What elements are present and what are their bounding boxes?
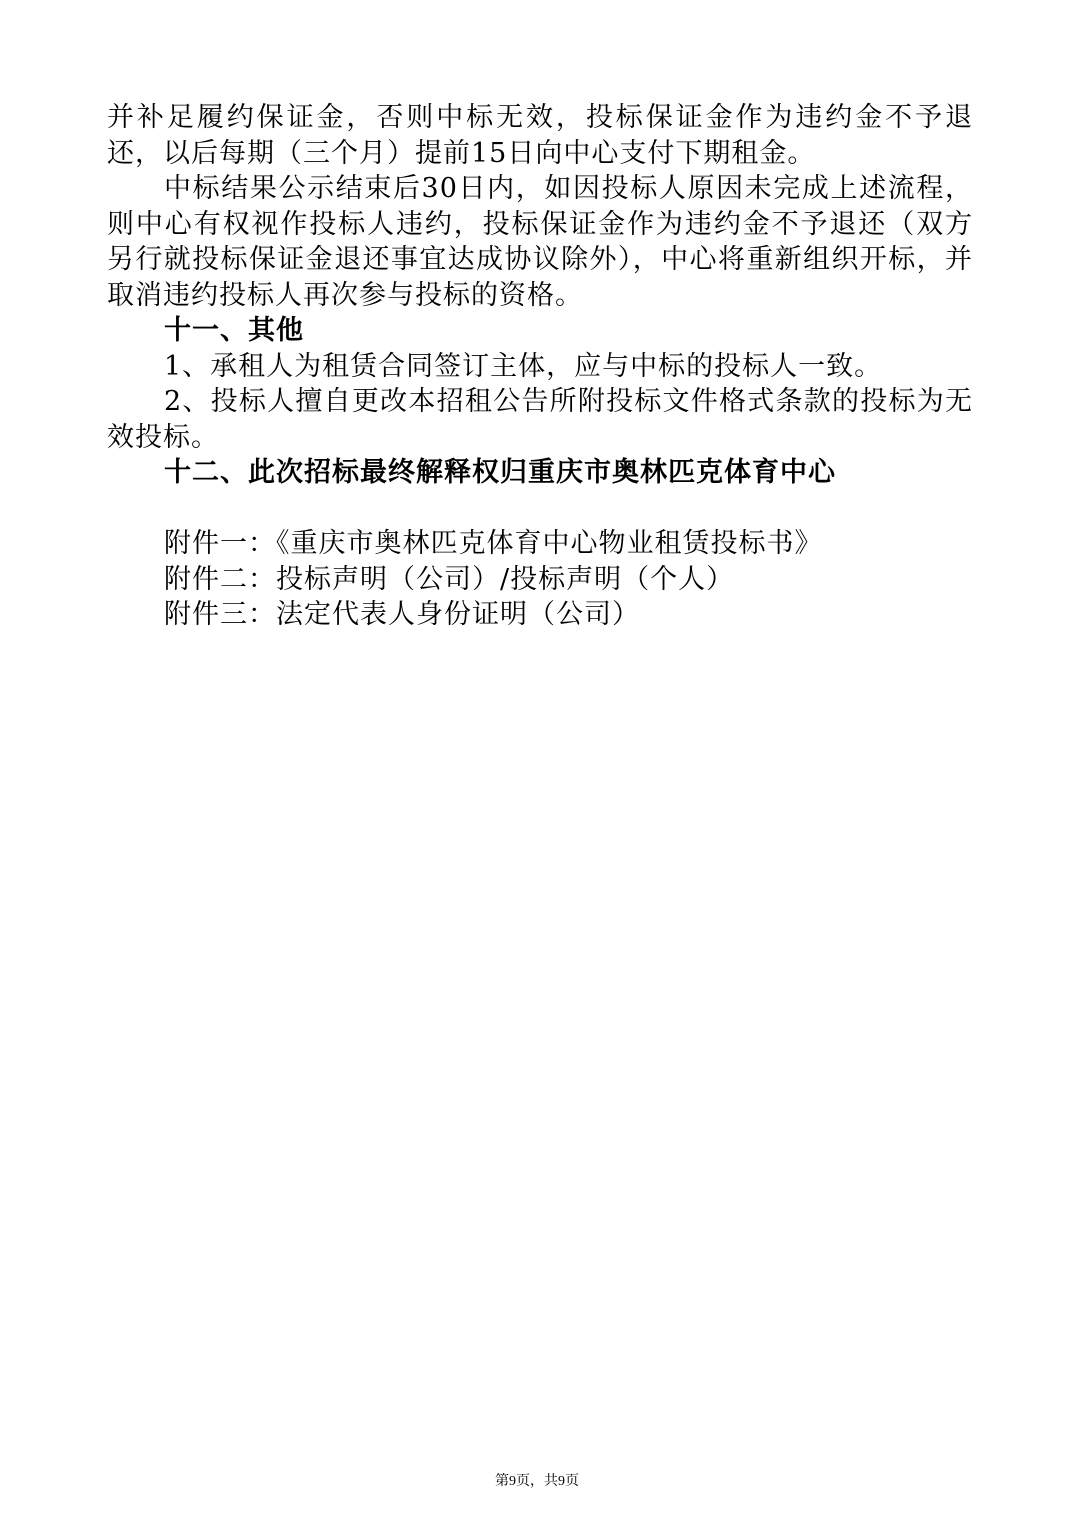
paragraph-result-announcement: 中标结果公示结束后30日内，如因投标人原因未完成上述流程，则中心有权视作投标人违约，投标保证金作为违约金不予退还（双方另行就投标保证金退还事宜达成协议除外），中心将重新组织开标，并取消违约投标人再次参与投标的资格。 — [107, 173, 973, 311]
section-11-item-2: 2、投标人擅自更改本招租公告所附投标文件格式条款的投标为无效投标。 — [107, 386, 973, 453]
section-11-heading: 十一、其他 — [164, 315, 304, 346]
section-12-heading: 十二、此次招标最终解释权归重庆市奥林匹克体育中心 — [164, 457, 836, 488]
document-body — [107, 100, 973, 633]
paragraph-continuation: 并补足履约保证金，否则中标无效，投标保证金作为违约金不予退还，以后每期（三个月）提前15日向中心支付下期租金。 — [107, 102, 973, 169]
attachment-2: 附件二：投标声明（公司）/投标声明（个人） — [164, 563, 735, 595]
section-11-item-1: 1、承租人为租赁合同签订主体，应与中标的投标人一致。 — [164, 350, 883, 382]
attachment-1: 附件一：《重庆市奥林匹克体育中心物业租赁投标书》 — [164, 528, 823, 559]
page-number-footer: 第9页，共9页 — [495, 1474, 579, 1489]
blank-line — [107, 491, 973, 527]
attachment-3: 附件三：法定代表人身份证明（公司） — [164, 599, 640, 630]
